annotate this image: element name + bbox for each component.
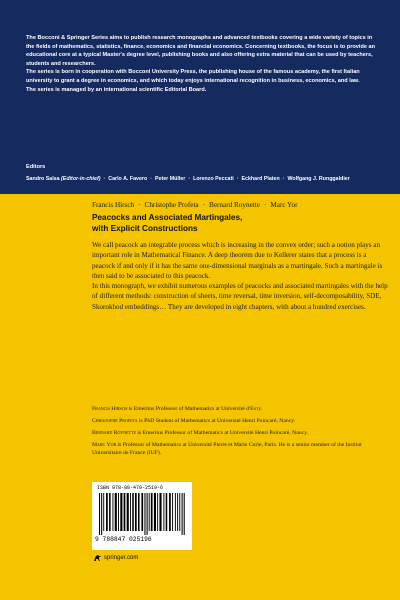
title-line: with Explicit Constructions [92,223,198,233]
barcode-digits: 9 788847 025196 [95,536,152,543]
bio-name: Francis Hirsch [92,406,128,412]
authors-line: Francis Hirsch · Christophe Profeta · Bernard Roynette · Marc Yor [92,201,298,209]
series-paragraph: The series is managed by an international scientific Editorial Board. [26,86,207,93]
author-name: Marc Yor [270,201,298,209]
author-name: Bernard Roynette [209,201,260,209]
bio-text: is Emeritus Professor of Mathematics at Université Henri Poincaré, Nancy. [137,430,309,437]
barcode [92,482,192,550]
series-band [0,0,400,194]
author-bio [92,441,392,457]
series-paragraph: The series is born in cooperation with Bocconi University Press, the publishing house of the famous academy, the first Italian university to grant a degree in economics, and which today enjoys international recognition in business, economics, and law. [26,69,360,84]
editor-chief-role: (Editor-in-chief) [61,176,101,182]
author-bios [92,405,392,461]
author-name: Christophe Profeta [144,201,199,209]
author-bio [92,429,392,437]
series-description [26,34,381,94]
barcode-bars [99,493,185,535]
series-paragraph: The Bocconi & Springer Series aims to publish research monographs and advanced textbooks covering a wide variety of topics in the fields of mathematics, statistics, finance, economics and financial economics. Concerning textbooks, the focus is to provide an educational core at a typical Master's degree level, publishing books and also offering extra material that can be used by teachers, students and researchers. [26,35,376,67]
isbn-text: ISBN 978-88-470-2519-6 [97,485,164,491]
title-line: Peacocks and Associated Martingales, [92,213,243,222]
bio-name: Christophe Profeta [92,418,138,425]
editor-name: Wolfgang J. Runggaldier [287,176,350,182]
editor-name: Carlo A. Favero [108,176,148,182]
abstract-paragraph: We call peacock an integrable process which is increasing in the convex order; such a notion plays an important role in Mathematical Finance. A deep theorem due to Kellerer states that a process is a peacock if and only if it has the same one-dimensional marginals as a martingale. Such a martingale is then said to be associated to this peacock. [92,241,383,280]
springer-horse-icon [93,554,102,562]
book-title [92,213,392,234]
editors-list: Sandro Salsa (Editor-in-chief) · Carlo A. Favero · Peter Müller · Lorenzo Peccati · Eckhard Platen · Wolfgang J. Runggaldier [26,176,350,182]
author-bio [92,417,392,425]
bio-text: is Emeritus Professor of Mathematics at Université d'Evry. [128,406,263,412]
abstract [92,240,388,312]
publisher-url: springer.com [104,555,139,561]
editor-name: Eckhard Platen [241,176,280,182]
abstract-paragraph: In this monograph, we exhibit numerous examples of peacocks and associated martingales with the help of different methods: construction of sheets, time reversal, time inversion, self-decomposability, SDE, Skorokhod embeddings… They are developed in eight chapters, with about a hundred exercises. [92,282,388,311]
author-name: Francis Hirsch [92,201,135,209]
author-bio [92,405,392,413]
editor-name: Peter Müller [154,176,186,182]
bio-text: is PhD Student of Mathematics at Université Henri Poincaré, Nancy. [138,418,296,425]
editor-name: Lorenzo Peccati [193,176,234,182]
bio-name: Marc Yor [92,442,117,449]
bio-text: is Professor of Mathematics at Université Pierre et Marie Curie, Paris. He is a senior member of the Institut Universitaire de France (IUF). [92,442,362,457]
editors-label: Editors [26,164,46,170]
editor-chief-name: Sandro Salsa [26,176,60,182]
bio-name: Bernard Roynette [92,430,136,437]
publisher-logo[interactable] [93,554,138,562]
